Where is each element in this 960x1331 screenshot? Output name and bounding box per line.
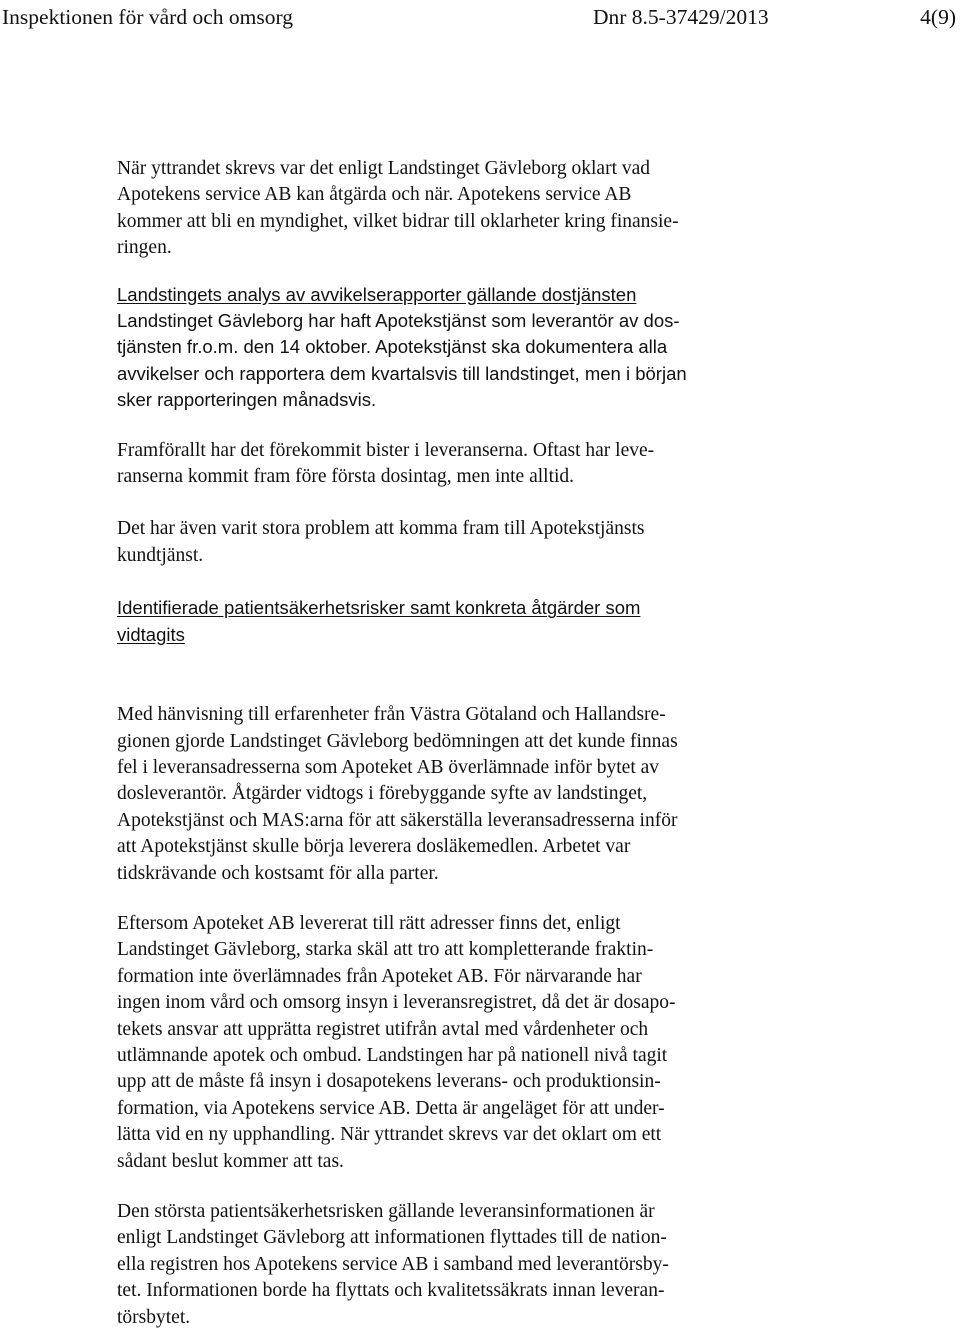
text-line: formation, via Apotekens service AB. Detta är angeläget för att under-	[117, 1097, 665, 1119]
paragraph-1	[117, 156, 777, 262]
text-line: Den största patientsäkerhetsrisken gällande leveransinformationen är	[117, 1201, 655, 1222]
text-line: fel i leveransadresserna som Apoteket AB överlämnade inför bytet av	[117, 756, 660, 778]
text-line: kommer att bli en myndighet, vilket bidrar till oklarheter kring finansie-	[117, 210, 679, 232]
section-heading-patient-safety-risks	[117, 595, 777, 648]
text-line: dosleverantör. Åtgärder vidtogs i förebyggande syfte av landstinget,	[117, 783, 648, 805]
text-line: gionen gjorde Landstinget Gävleborg bedömningen att det kunde finnas	[117, 730, 678, 752]
text-line: När yttrandet skrevs var det enligt Landstinget Gävleborg oklart vad	[117, 158, 651, 179]
paragraph-5	[117, 702, 777, 887]
page-header	[0, 0, 960, 34]
text-line: sker rapporteringen månadsvis.	[117, 389, 377, 411]
text-line: lätta vid en ny upphandling. När yttrandet skrevs var det oklart om ett	[117, 1124, 662, 1146]
text-line: Landstinget Gävleborg har haft Apotekstjänst som leverantör av dos-	[117, 310, 680, 332]
text-line: enligt Landstinget Gävleborg att informationen flyttades till de nation-	[117, 1227, 667, 1249]
text-line: ella registren hos Apotekens service AB i samband med leverantörsby-	[117, 1253, 669, 1275]
paragraph-3	[117, 438, 777, 491]
text-line: tidskrävande och kostsamt för alla parter.	[117, 862, 439, 884]
text-line: Apotekstjänst och MAS:arna för att säkerställa leveransadresserna inför	[117, 809, 678, 831]
text-line: tekets ansvar att upprätta registret utifrån avtal med vårdenheter och	[117, 1018, 649, 1040]
text-line: kundtjänst.	[117, 544, 204, 566]
text-line: ranserna kommit fram före första dosintag, men inte alltid.	[117, 466, 575, 488]
text-line: Landstinget Gävleborg, starka skäl att tro att kompletterande fraktin-	[117, 939, 654, 961]
text-line: Med hänvisning till erfarenheter från Västra Götaland och Hallandsre-	[117, 704, 666, 726]
text-line: Framförallt har det förekommit bister i leveranserna. Oftast har leve-	[117, 439, 655, 461]
header-page-number: 4(9)	[920, 5, 956, 29]
text-line: Apotekens service AB kan åtgärda och när. Apotekens service AB	[117, 184, 632, 206]
header-agency-name: Inspektionen för vård och omsorg	[2, 5, 293, 29]
text-line: sådant beslut kommer att tas.	[117, 1150, 344, 1172]
text-line: ingen inom vård och omsorg insyn i leveransregistret, då det är dosapo-	[117, 992, 676, 1014]
paragraph-2	[117, 308, 777, 414]
paragraph-4	[117, 516, 777, 569]
text-line: tet. Informationen borde ha flyttats och kvalitetssäkrats innan leveran-	[117, 1280, 665, 1302]
text-line: formation inte överlämnades från Apoteket AB. För närvarande har	[117, 965, 642, 987]
section-heading-analysis	[117, 282, 777, 308]
document-body	[117, 156, 777, 1331]
text-line: ringen.	[117, 237, 172, 259]
text-line: törsbytet.	[117, 1306, 191, 1328]
text-line: avvikelser och rapportera dem kvartalsvis till landstinget, men i början	[117, 362, 687, 384]
header-case-number: Dnr 8.5-37429/2013	[593, 5, 769, 29]
heading-line: vidtagits	[117, 623, 185, 645]
text-line: tjänsten fr.o.m. den 14 oktober. Apotekstjänst ska dokumentera alla	[117, 336, 668, 358]
text-line: utlämnande apotek och ombud. Landstingen har på nationell nivå tagit	[117, 1044, 668, 1066]
heading-line: Landstingets analys av avvikelserapporter gällande dostjänsten	[117, 283, 637, 305]
text-line: att Apotekstjänst skulle börja leverera dosläkemedlen. Arbetet var	[117, 836, 631, 858]
text-line: upp att de måste få insyn i dosapotekens leverans- och produktionsin-	[117, 1071, 661, 1093]
text-line: Eftersom Apoteket AB levererat till rätt adresser finns det, enligt	[117, 912, 621, 934]
heading-line: Identifierade patientsäkerhetsrisker samt konkreta åtgärder som	[117, 597, 641, 619]
paragraph-6	[117, 911, 777, 1175]
paragraph-7	[117, 1199, 777, 1331]
text-line: Det har även varit stora problem att komma fram till Apotekstjänsts	[117, 518, 645, 540]
